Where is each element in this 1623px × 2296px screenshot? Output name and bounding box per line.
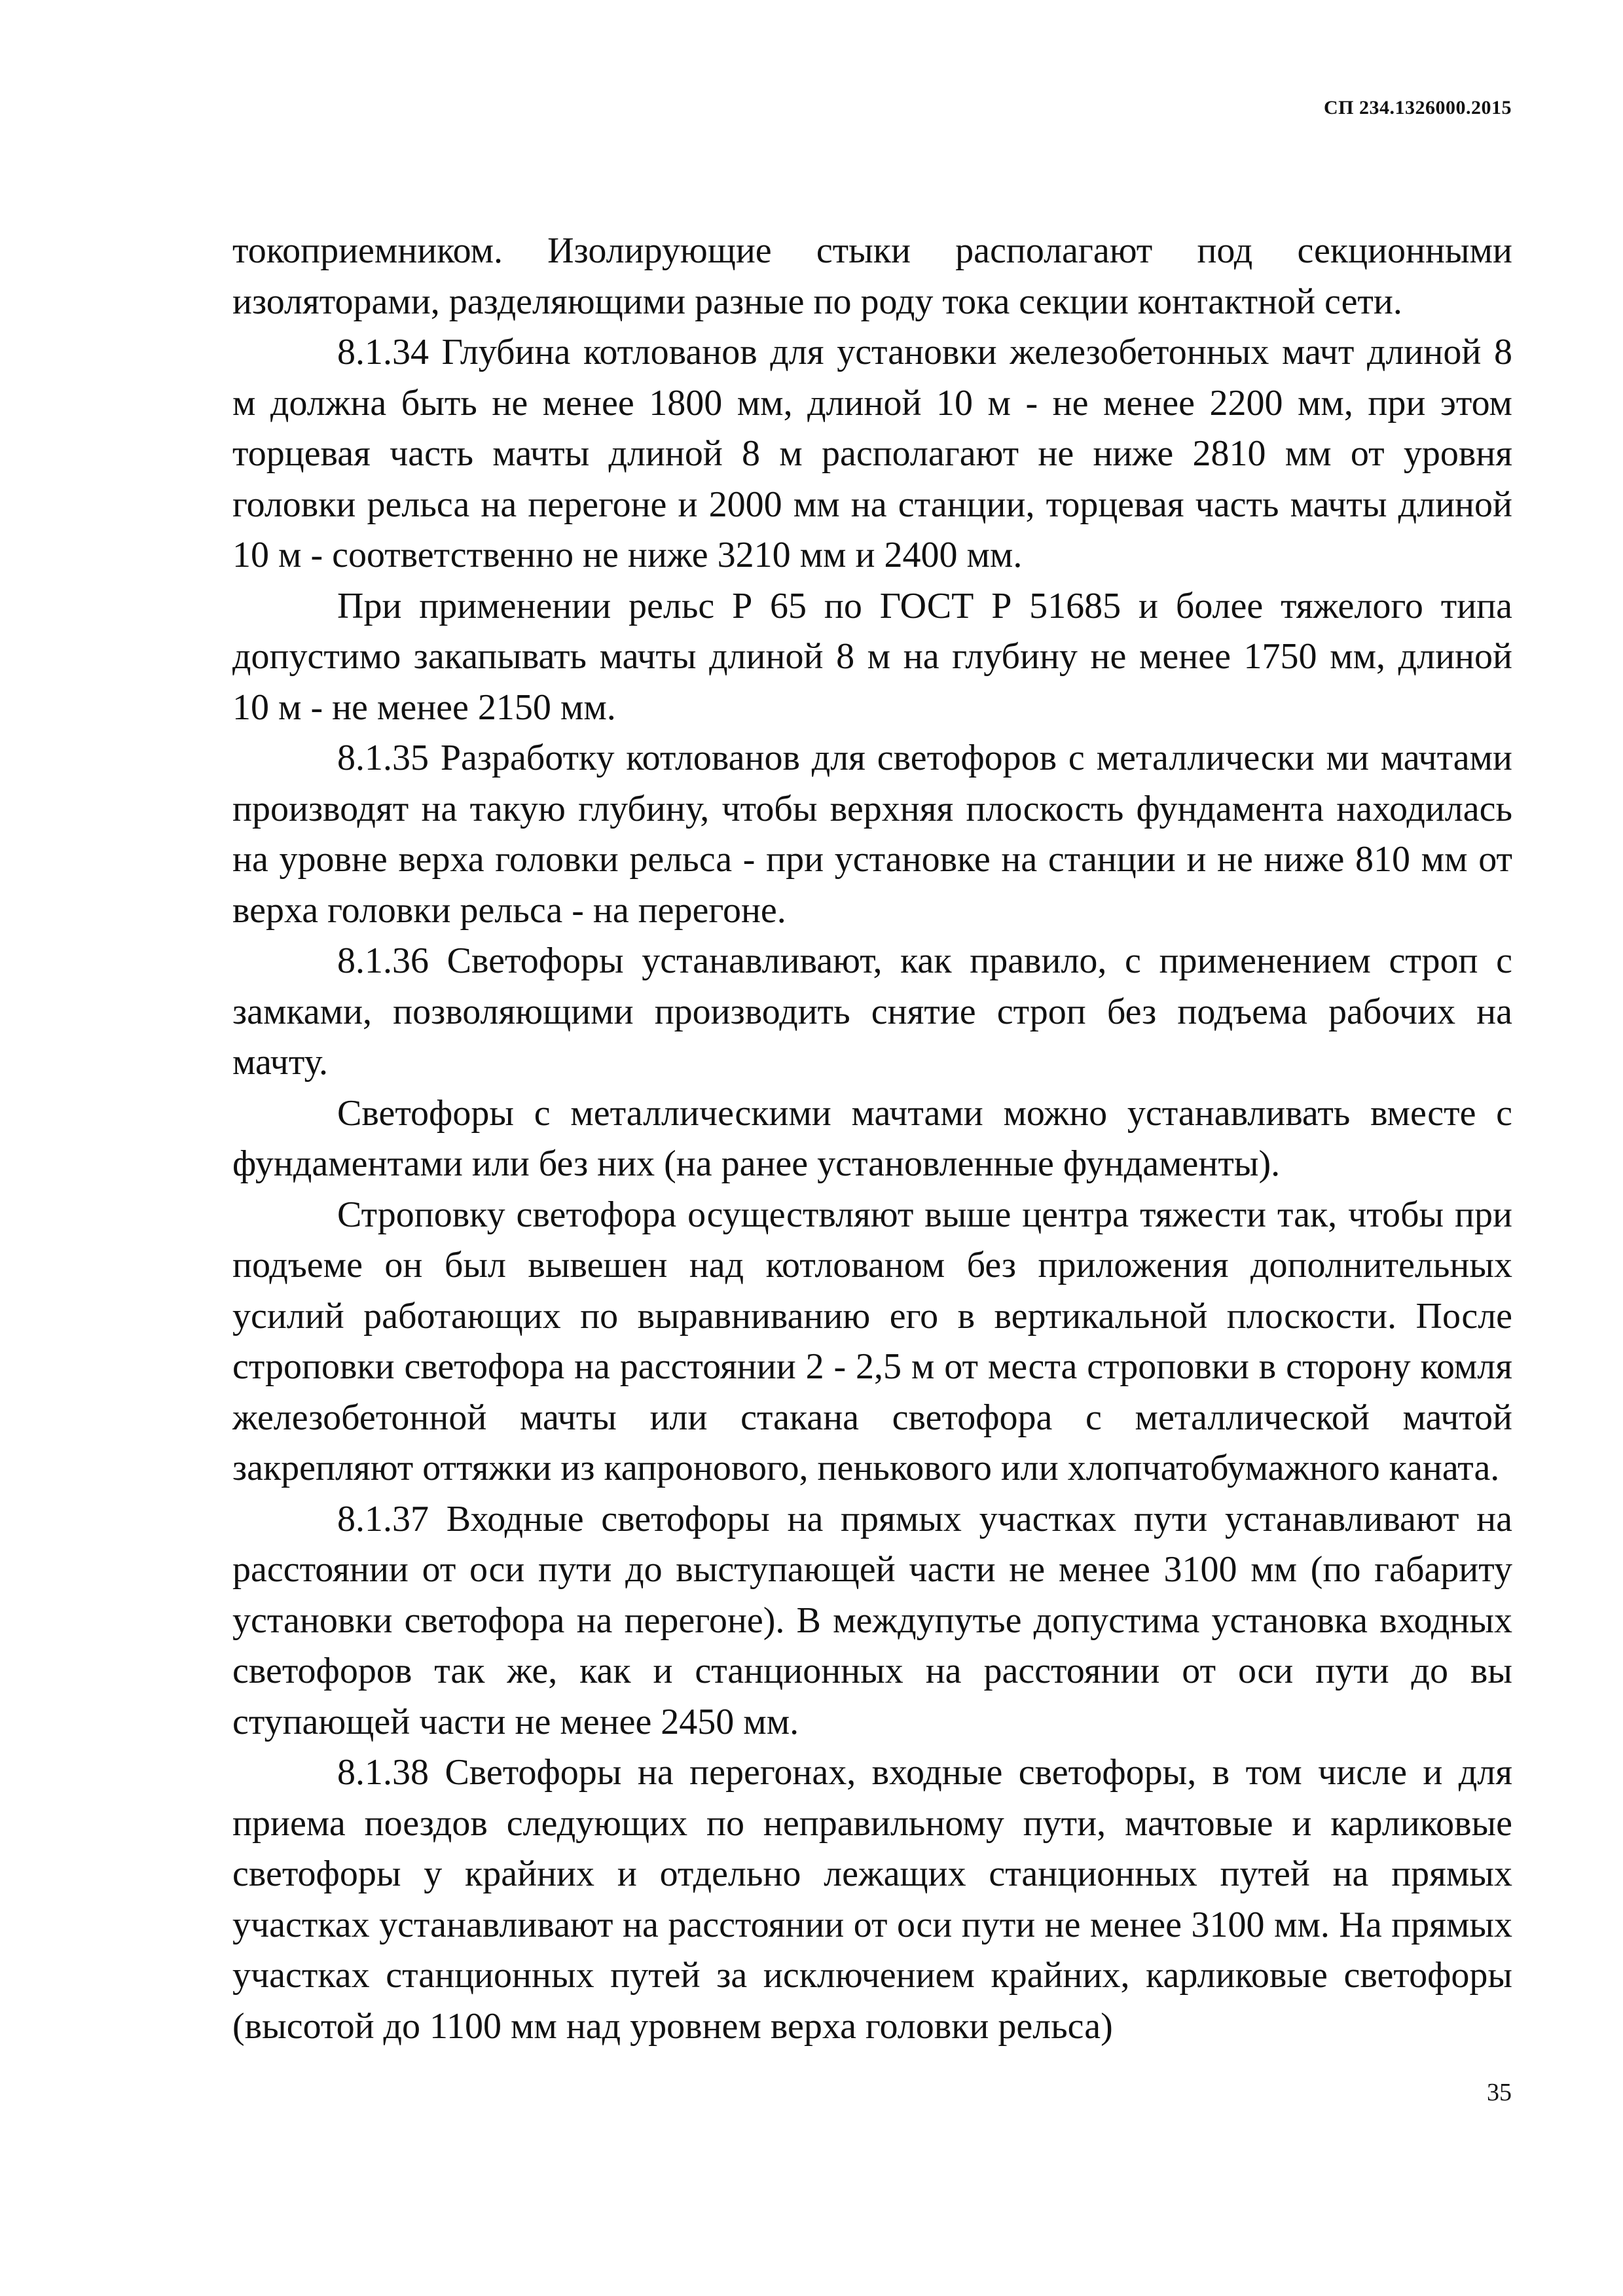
paragraph-8-1-36: 8.1.36 Светофоры устанавливают, как правило, с применением строп с замками, позволяющими производить снятие строп без подъема рабочих на мачту. xyxy=(232,941,1512,1083)
page-body xyxy=(232,226,1512,2052)
paragraph-continuation: токоприемником. Изолирующие стыки располагают под секционными изоляторами, разделяющими разные по роду тока секции контактной сети. xyxy=(232,230,1512,322)
paragraph-8-1-34: 8.1.34 Глубина котлованов для установки железобетонных мачт длиной 8 м должна быть не менее 1800 мм, длиной 10 м - не менее 2200 мм, при этом торцевая часть мачты длиной 8 м располагают не ниже 2810 мм от уровня головки рельса на перегоне и 2000 мм на станции, торцевая часть мачты длиной 10 м - соответственно не ниже 3210 мм и 2400 мм. xyxy=(232,332,1512,575)
document-code-header: СП 234.1326000.2015 xyxy=(1324,97,1512,118)
paragraph-slinging: Строповку светофора осуществляют выше центра тяжести так, чтобы при подъеме он был вывешен над котлованом без приложения дополнительных усилий работающих по выравниванию его в вертикальной плоскости. После строповки светофора на расстоянии 2 - 2,5 м от места строповки в сторону комля железобетонной мачты или стакана светофора с металлической мачтой закрепляют оттяжки из капронового, пенькового или хлопчатобумажного каната. xyxy=(232,1194,1512,1488)
paragraph-metal-masts: Светофоры с металлическими мачтами можно устанавливать вместе с фундаментами или без них (на ранее установленные фундаменты). xyxy=(232,1092,1512,1184)
page-number: 35 xyxy=(1487,2079,1512,2106)
paragraph-8-1-37: 8.1.37 Входные светофоры на прямых участках пути устанавливают на расстоянии от оси пути до выступающей части не менее 3100 мм (по габариту установки светофора на перегоне). В междупутье допустима установка входных светофоров так же, как и станционных на расстоянии от оси пути до вы ступающей части не менее 2450 мм. xyxy=(232,1498,1512,1742)
paragraph-8-1-38: 8.1.38 Светофоры на перегонах, входные светофоры, в том числе и для приема поездов следующих по неправильному пути, мачтовые и карликовые светофоры у крайних и отдельно лежащих станционных путей на прямых участках устанавливают на расстоянии от оси пути не менее 3100 мм. На прямых участках станционных путей за исключением крайних, карликовые светофоры (высотой до 1100 мм над уровнем верха головки рельса) xyxy=(232,1752,1512,2047)
paragraph-rail-p65: При применении рельс Р 65 по ГОСТ Р 51685 и более тяжелого типа допустимо закапывать мачты длиной 8 м на глубину не менее 1750 мм, длиной 10 м - не менее 2150 мм. xyxy=(232,585,1512,728)
paragraph-8-1-35: 8.1.35 Разработку котлованов для светофоров с металлически ми мачтами производят на такую глубину, чтобы верхняя плоскость фундамента находилась на уровне верха головки рельса - при установке на станции и не ниже 810 мм от верха головки рельса - на перегоне. xyxy=(232,738,1512,931)
